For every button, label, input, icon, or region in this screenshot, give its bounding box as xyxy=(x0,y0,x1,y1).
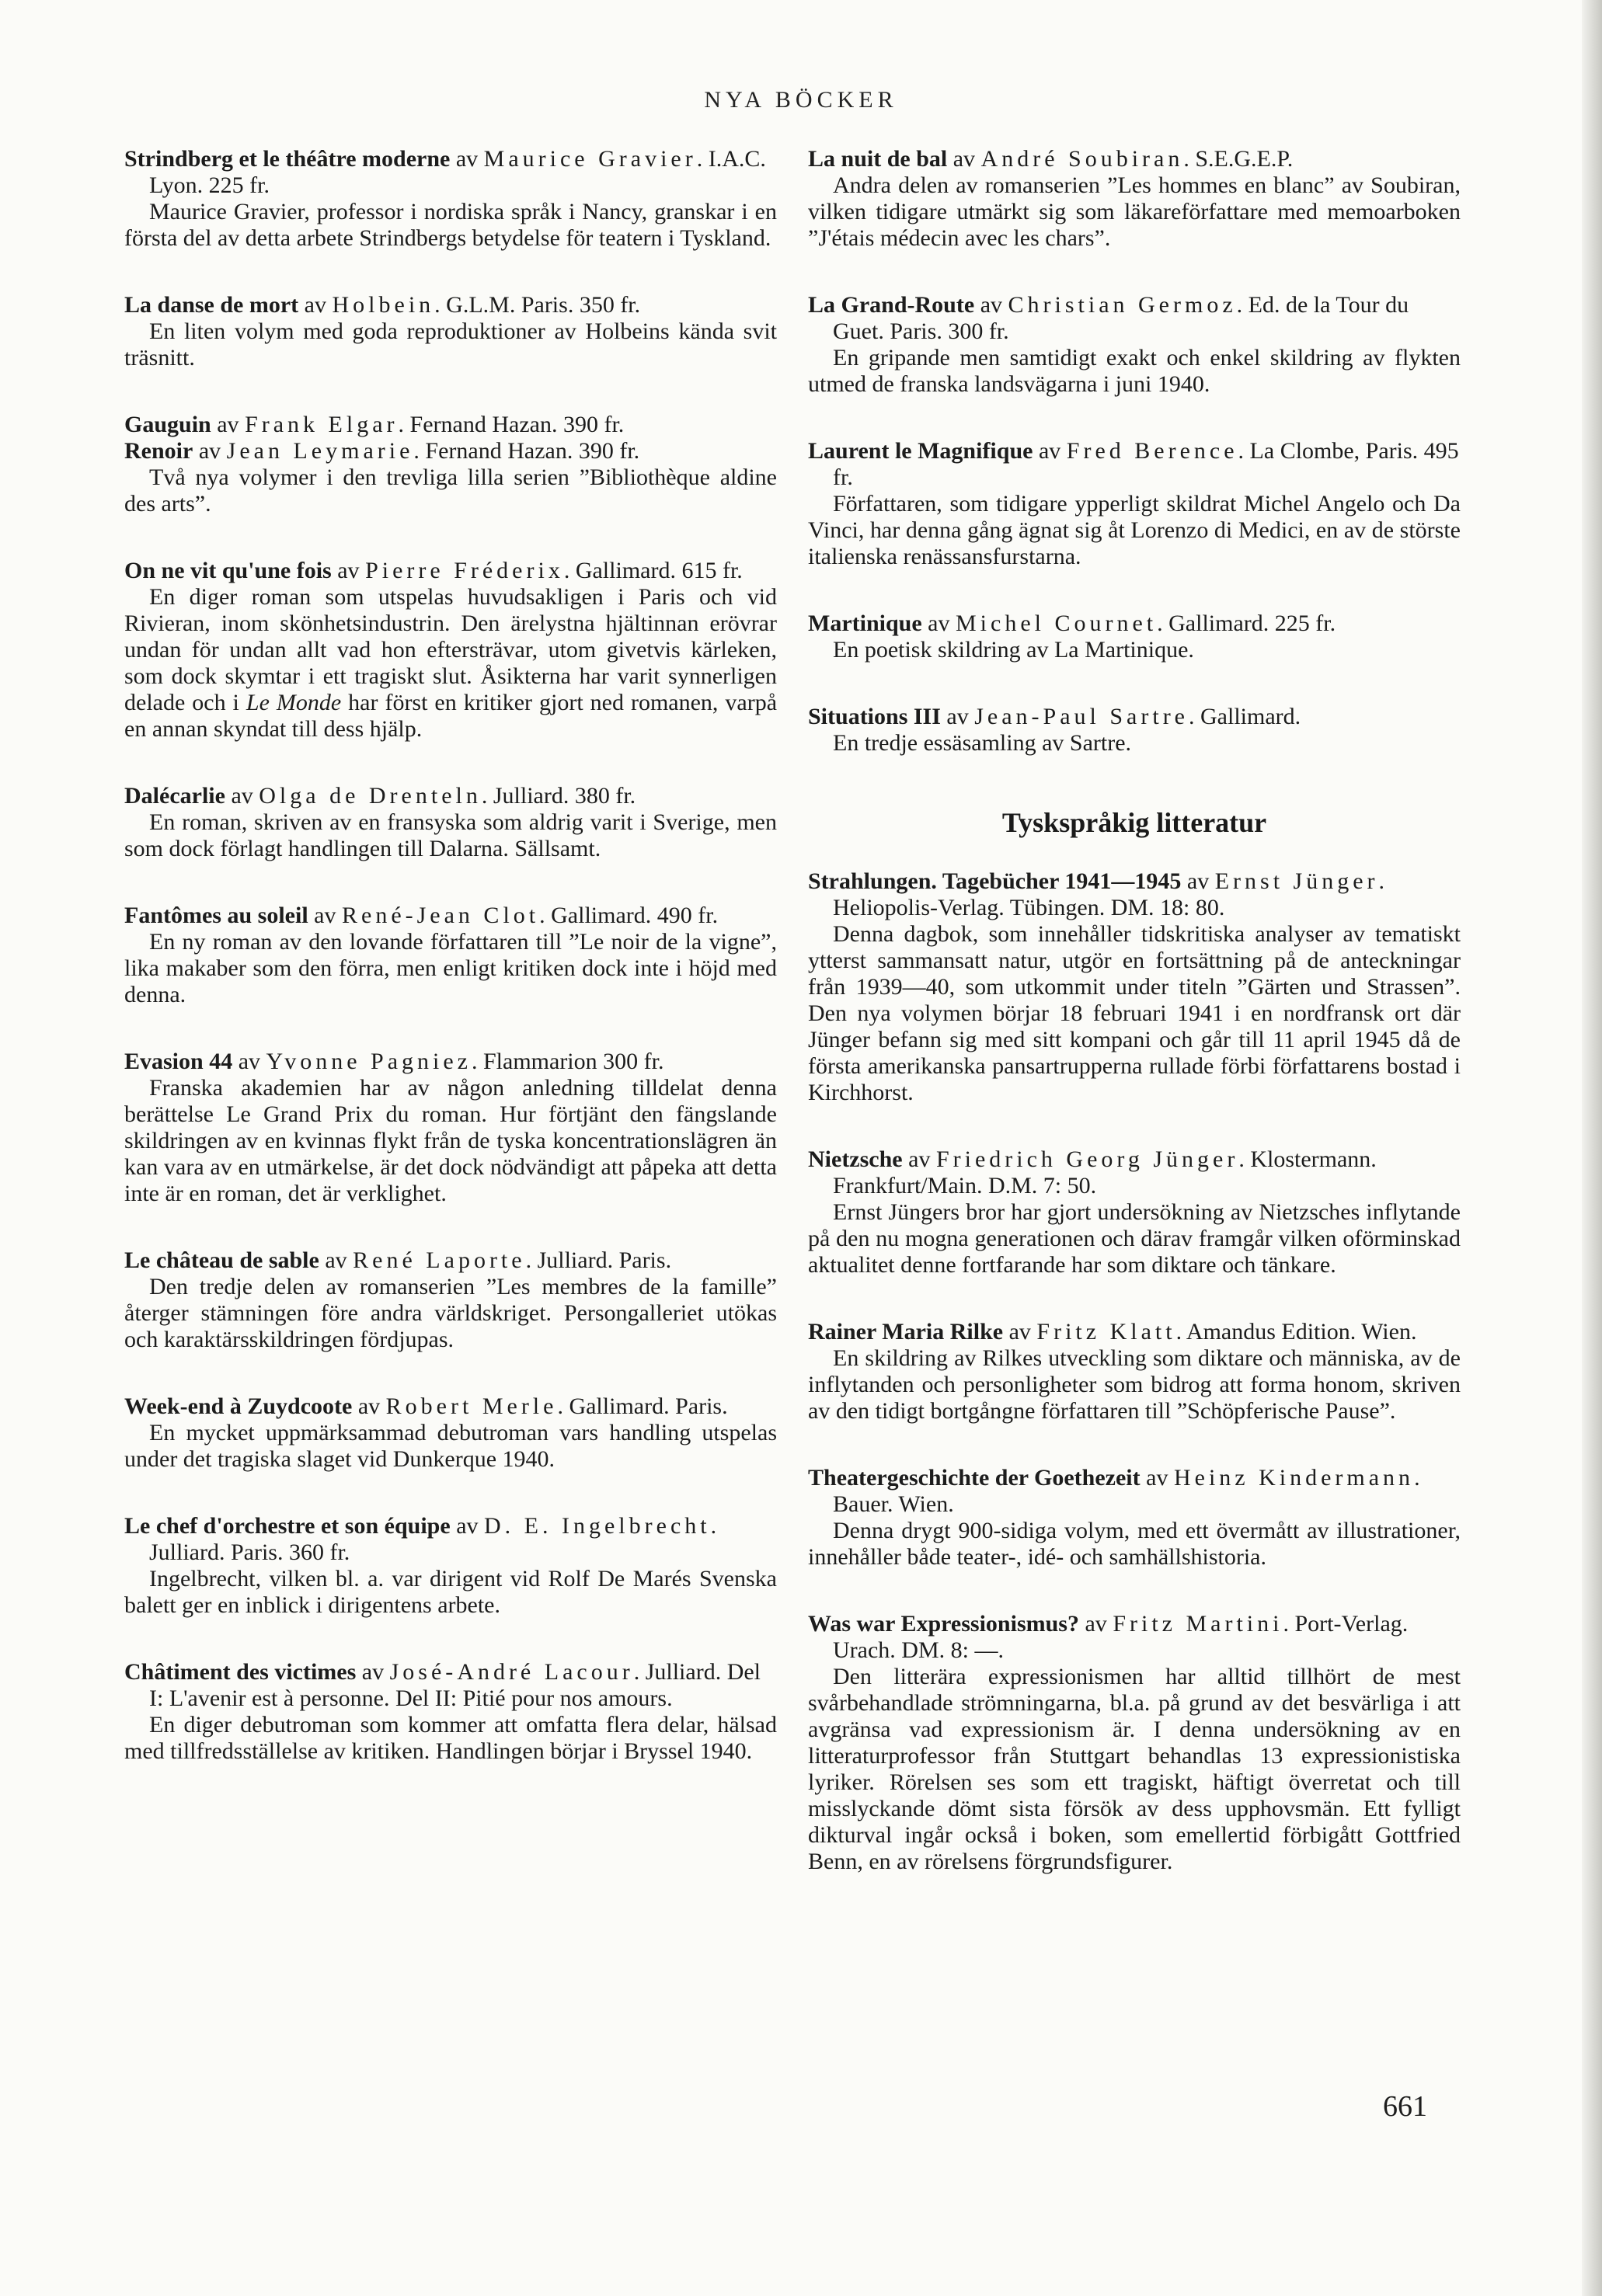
review-text: Två nya volymer i den trevliga lilla serien ”Bibliothèque aldine des arts”. xyxy=(124,464,777,517)
review-text: En liten volym med goda reproduktioner av Holbeins kända svit träsnitt. xyxy=(124,318,777,370)
book-title: Strahlungen. Tagebücher 1941—1945 xyxy=(808,868,1182,894)
book-details: . Julliard. 380 fr. xyxy=(481,783,636,809)
book-title: Laurent le Magnifique xyxy=(808,438,1033,464)
book-details: . Bauer. Wien. xyxy=(833,1465,1420,1517)
book-author: André Soubiran xyxy=(980,146,1184,172)
book-details: . Gallimard. xyxy=(1189,704,1301,729)
book-details: . Gallimard. 225 fr. xyxy=(1157,611,1336,636)
review-text: Andra delen av romanserien ”Les hommes en blanc” av Soubiran, vilken tidigare utmärkt sig som läkareförfattare med memoarboken ”J'étais médecin avec les chars”. xyxy=(808,172,1461,251)
review-text: Ingelbrecht, vilken bl. a. var dirigent vid Rolf De Marés Svenska balett ger en inblick i dirigentens arbete. xyxy=(124,1566,777,1618)
review-text: En poetisk skildring av La Martinique. xyxy=(833,637,1194,663)
book-details: . Fernand Hazan. 390 fr. xyxy=(398,412,625,437)
book-author: René-Jean Clot xyxy=(342,903,540,928)
book-title: Le château de sable xyxy=(124,1247,319,1273)
review-text: En ny roman av den lovande författaren till ”Le noir de la vigne”, lika makaber som den förra, men enligt kritiken dock inte i höjd med denna. xyxy=(124,929,777,1007)
review-text: Den tredje delen av romanserien ”Les membres de la famille” återger stämningen före andra världskriget. Persongalleriet utökas och karaktärsskildringen fördjupas. xyxy=(124,1274,777,1352)
review-entry xyxy=(808,438,1461,570)
book-details: . Fernand Hazan. 390 fr. xyxy=(413,438,640,464)
book-author: José-André Lacour xyxy=(389,1659,634,1685)
right-column xyxy=(808,146,1461,1915)
review-text: En diger debutroman som kommer att omfatta flera delar, hälsad med tillfredsställelse av kritiken. Handlingen börjar i Bryssel 1940. xyxy=(124,1712,777,1764)
book-author: Friedrich Georg Jünger xyxy=(935,1146,1239,1172)
book-author: Fritz Martini xyxy=(1113,1611,1283,1637)
entry-heading: Evasion 44 av Yvonne Pagniez. Flammarion 300 fr. xyxy=(124,1049,664,1074)
entry-heading: On ne vit qu'une fois av Pierre Fréderix. Gallimard. 615 fr. xyxy=(124,558,743,583)
book-details: . Gallimard. 615 fr. xyxy=(563,558,743,583)
review-text: En gripande men samtidigt exakt och enkel skildring av flykten utmed de franska landsvägarna i juni 1940. xyxy=(808,345,1461,397)
entry-heading: Strindberg et le théâtre moderne av Maurice Gravier. I.A.C. Lyon. 225 fr. xyxy=(124,146,766,198)
book-title: Was war Expressionismus? xyxy=(808,1611,1079,1637)
review-entry xyxy=(808,704,1461,757)
review-entry xyxy=(808,1319,1461,1425)
newspaper-title: Le Monde xyxy=(246,690,342,715)
review-entry xyxy=(808,1146,1461,1278)
entry-heading: Was war Expressionismus? av Fritz Martini. Port-Verlag. Urach. DM. 8: —. xyxy=(808,1611,1409,1663)
book-title: Dalécarlie xyxy=(124,783,225,809)
entry-heading: La Grand-Route av Christian Germoz. Ed. de la Tour du Guet. Paris. 300 fr. xyxy=(808,292,1409,344)
book-author: Ernst Jünger xyxy=(1214,868,1379,894)
book-title: Renoir xyxy=(124,438,193,464)
book-details: . Port-Verlag. Urach. DM. 8: —. xyxy=(833,1611,1409,1663)
page-header: NYA BÖCKER xyxy=(704,87,898,113)
book-title: Châtiment des victimes xyxy=(124,1659,357,1685)
book-title: Situations III xyxy=(808,704,941,729)
entry-heading: La nuit de bal av André Soubiran. S.E.G.E.P. xyxy=(808,146,1294,172)
book-author: Jean-Paul Sartre xyxy=(974,704,1189,729)
book-author: D. E. Ingelbrecht xyxy=(484,1513,711,1539)
review-entry xyxy=(124,1513,777,1619)
book-details: . Julliard. Paris. 360 fr. xyxy=(149,1513,717,1565)
page-edge-shadow xyxy=(1582,0,1602,2296)
book-details: . Klostermann. Frankfurt/Main. D.M. 7: 50. xyxy=(833,1146,1377,1198)
book-details: . I.A.C. Lyon. 225 fr. xyxy=(149,146,766,198)
entry-heading: Châtiment des victimes av José-André Lacour. Julliard. Del I: L'avenir est à personne. Del II: Pitié pour nos amours. xyxy=(124,1659,761,1711)
book-details: . Julliard. Del I: L'avenir est à personne. Del II: Pitié pour nos amours. xyxy=(149,1659,761,1711)
section-heading: Tyskspråkig litteratur xyxy=(1001,807,1267,838)
entry-heading: Laurent le Magnifique av Fred Berence. La Clombe, Paris. 495 fr. xyxy=(808,438,1459,490)
book-author: Heinz Kindermann xyxy=(1173,1465,1415,1491)
book-title: Rainer Maria Rilke xyxy=(808,1319,1004,1345)
book-title: La Grand-Route xyxy=(808,292,975,318)
entry-heading: Le château de sable av René Laporte. Julliard. Paris. xyxy=(124,1247,672,1273)
page-number: 661 xyxy=(1383,2090,1427,2123)
book-author: Fred Berence xyxy=(1066,438,1238,464)
entry-heading: Nietzsche av Friedrich Georg Jünger. Klostermann. Frankfurt/Main. D.M. 7: 50. xyxy=(808,1146,1377,1198)
book-author: Fritz Klatt xyxy=(1036,1319,1176,1345)
entry-heading: Martinique av Michel Cournet. Gallimard. 225 fr. xyxy=(808,611,1336,636)
review-entry xyxy=(124,146,777,252)
review-entry xyxy=(808,1465,1461,1571)
book-author: Olga de Drenteln xyxy=(259,783,482,809)
book-title: La nuit de bal xyxy=(808,146,948,172)
book-details: . S.E.G.E.P. xyxy=(1183,146,1294,172)
entry-heading: Situations III av Jean-Paul Sartre. Gallimard. xyxy=(808,704,1301,729)
left-column xyxy=(124,146,777,1805)
review-entry xyxy=(808,146,1461,252)
entry-heading: Theatergeschichte der Goethezeit av Heinz Kindermann. Bauer. Wien. xyxy=(808,1465,1420,1517)
book-author: Robert Merle xyxy=(385,1393,558,1419)
review-text: En skildring av Rilkes utveckling som diktare och människa, av de inflytanden och personligheter som bidrog att forma honom, skriven av den tidigt bortgångne författaren till ”Schöpferische Pause”. xyxy=(808,1345,1461,1424)
book-details: . Julliard. Paris. xyxy=(525,1247,672,1273)
book-author: Christian Germoz xyxy=(1008,292,1237,318)
book-details: . Flammarion 300 fr. xyxy=(472,1049,664,1074)
review-entry xyxy=(124,1247,777,1353)
review-text: Maurice Gravier, professor i nordiska språk i Nancy, granskar i en första del av detta arbete Strindbergs betydelse för teatern i Tyskland. xyxy=(124,199,777,251)
review-text: En tredje essäsamling av Sartre. xyxy=(833,730,1132,756)
entry-heading: Fantômes au soleil av René-Jean Clot. Gallimard. 490 fr. xyxy=(124,903,719,928)
book-author: Holbein xyxy=(332,292,435,318)
book-title: Evasion 44 xyxy=(124,1049,233,1074)
book-details: . G.L.M. Paris. 350 fr. xyxy=(434,292,641,318)
review-entry xyxy=(808,292,1461,398)
review-text: Den litterära expressionismen har alltid tillhört de mest svårbehandlade strömningarna, bl.a. på grund av det besvärliga i att avgränsa vad expressionism är. I denna undersökning av en litteraturprofessor från Stuttgart behandlas 13 expressionistiska lyriker. Rörelsen ses som ett tragiskt, häftigt överretat och till misslyckande dömt sista försök av dess upphovsmän. Ett fylligt dikturval ingår också i boken, som emellertid förbigått Gottfried Benn, en av rörelsens förgrundsfigurer. xyxy=(808,1664,1461,1874)
book-author: Maurice Gravier xyxy=(483,146,697,172)
book-title: La danse de mort xyxy=(124,292,299,318)
book-title: Fantômes au soleil xyxy=(124,903,308,928)
book-title: Strindberg et le théâtre moderne xyxy=(124,146,451,172)
review-entry xyxy=(124,558,777,743)
review-entry xyxy=(124,903,777,1008)
review-text: Författaren, som tidigare ypperligt skildrat Michel Angelo och Da Vinci, har denna gång ägnat sig åt Lorenzo di Medici, en av de störste italienska renässansfurstarna. xyxy=(808,491,1461,569)
book-details: . La Clombe, Paris. 495 fr. xyxy=(833,438,1459,490)
review-entry xyxy=(124,1659,777,1765)
book-details: . Ed. de la Tour du Guet. Paris. 300 fr. xyxy=(833,292,1409,344)
review-entry xyxy=(808,611,1461,663)
entry-heading: La danse de mort av Holbein. G.L.M. Paris. 350 fr. xyxy=(124,292,641,318)
book-author: Frank Elgar xyxy=(245,412,399,437)
book-author: René Laporte xyxy=(353,1247,526,1273)
review-text: Ernst Jüngers bror har gjort undersökning av Nietzsches inflytande på den nu mogna generationen och därav framgår vilken oförminskad aktualitet denne fortfarande har som diktare och tänkare. xyxy=(808,1199,1461,1278)
book-title: Le chef d'orchestre et son équipe xyxy=(124,1513,451,1539)
entry-heading: Week-end à Zuydcoote av Robert Merle. Gallimard. Paris. xyxy=(124,1393,728,1419)
entry-heading: Rainer Maria Rilke av Fritz Klatt. Amandus Edition. Wien. xyxy=(808,1319,1417,1345)
book-details: . Heliopolis-Verlag. Tübingen. DM. 18: 80. xyxy=(833,868,1385,920)
book-title: Nietzsche xyxy=(808,1146,903,1172)
book-title: Theatergeschichte der Goethezeit xyxy=(808,1465,1141,1491)
book-author: Pierre Fréderix xyxy=(365,558,564,583)
review-text: Denna drygt 900-sidiga volym, med ett övermått av illustrationer, innehåller både teater-, idé- och samhällshistoria. xyxy=(808,1518,1461,1570)
review-text: En mycket uppmärksammad debutroman vars handling utspelas under det tragiska slaget vid Dunkerque 1940. xyxy=(124,1420,777,1472)
review-text: Denna dagbok, som innehåller tidskritiska analyser av tematiskt ytterst sammansatt natur, utgör en fortsättning på de anteckningar från 1939—40, som utkommit under titeln ”Gärten und Strassen”. Den nya volymen börjar 18 februari 1941 i en nordfransk ort där Jünger befann sig med sitt kompani och går till 11 april 1945 då de första amerikanska pansartrupperna rullade förbi författarens bostad i Kirchhorst. xyxy=(808,921,1461,1105)
review-text: Franska akademien har av någon anledning tilldelat denna berättelse Le Grand Prix du roman. Hur förtjänt den fängslande skildringen av en kvinnas flykt från de tyska koncentrationslägren än kan vara av en utmärkelse, är det dock nödvändigt att påpeka att detta inte är en roman, det är verklighet. xyxy=(124,1075,777,1206)
entry-heading: Dalécarlie av Olga de Drenteln. Julliard. 380 fr. xyxy=(124,783,636,809)
book-author: Yvonne Pagniez xyxy=(266,1049,472,1074)
review-text: En diger roman som utspelas huvudsakligen i Paris och vid Rivieran, inom skönhetsindustrin. Den ärelystna hjältinnan erövrar undan för undan allt vad hon eftersträvar, utom givetvis kärleken, som dock skymtar i ett tragiskt slut. Åsikterna har varit synnerligen delade och i Le Monde har först en kritiker gjort ned romanen, varpå en annan skyndat till dess hjälp. xyxy=(124,584,778,742)
review-entry xyxy=(124,1393,777,1473)
review-entry xyxy=(808,868,1461,1106)
entry-heading-2: Renoir av Jean Leymarie. Fernand Hazan. 390 fr. xyxy=(124,438,640,464)
review-entry xyxy=(124,412,777,517)
book-author: Michel Cournet xyxy=(956,611,1158,636)
review-entry xyxy=(124,1049,777,1207)
book-details: . Gallimard. Paris. xyxy=(557,1393,728,1419)
book-details: . Amandus Edition. Wien. xyxy=(1175,1319,1417,1345)
book-title: Week-end à Zuydcoote xyxy=(124,1393,353,1419)
review-text: En roman, skriven av en fransyska som aldrig varit i Sverige, men som dock förlagt handlingen till Dalarna. Sällsamt. xyxy=(124,809,777,861)
book-author: Jean Leymarie xyxy=(226,438,414,464)
entry-heading: Gauguin av Frank Elgar. Fernand Hazan. 390 fr. xyxy=(124,412,625,437)
entry-heading: Le chef d'orchestre et son équipe av D. E. Ingelbrecht. Julliard. Paris. 360 fr. xyxy=(124,1513,717,1565)
review-entry xyxy=(124,292,777,371)
book-details: . Gallimard. 490 fr. xyxy=(539,903,719,928)
book-title: On ne vit qu'une fois xyxy=(124,558,332,583)
entry-heading: Strahlungen. Tagebücher 1941—1945 av Ernst Jünger. Heliopolis-Verlag. Tübingen. DM. 18: 80. xyxy=(808,868,1385,920)
review-entry xyxy=(124,783,777,862)
review-entry xyxy=(808,1611,1461,1875)
book-title: Gauguin xyxy=(124,412,211,437)
book-title: Martinique xyxy=(808,611,922,636)
